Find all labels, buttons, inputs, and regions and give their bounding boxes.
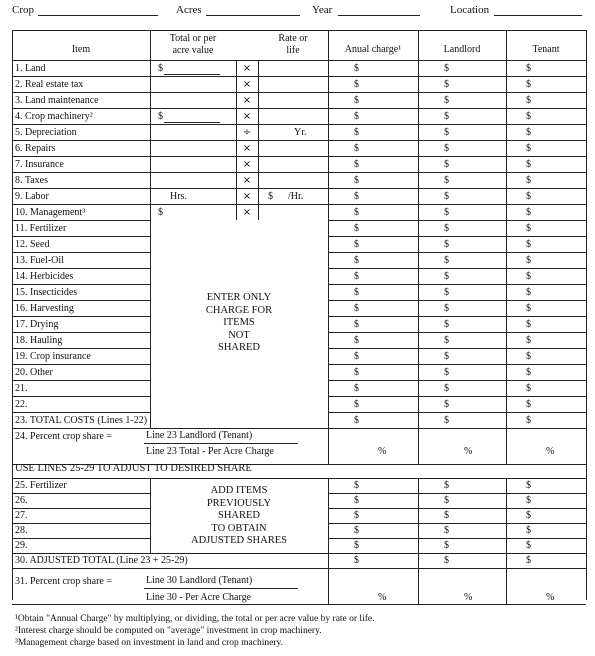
grid-line bbox=[12, 124, 586, 125]
landlord-dollar: $ bbox=[444, 367, 449, 378]
grid-line bbox=[328, 478, 329, 604]
grid-line bbox=[12, 284, 150, 285]
grid-line bbox=[12, 172, 586, 173]
annual-dollar: $ bbox=[354, 335, 359, 346]
landlord-dollar: $ bbox=[444, 159, 449, 170]
annual-dollar: $ bbox=[354, 255, 359, 266]
location-label: Location bbox=[450, 4, 490, 16]
annual-dollar: $ bbox=[354, 111, 359, 122]
row-label: 19. Crop insurance bbox=[15, 351, 91, 362]
row-label: 17. Drying bbox=[15, 319, 59, 330]
row-label: 13. Fuel-Oil bbox=[15, 255, 64, 266]
annual-dollar: $ bbox=[354, 287, 359, 298]
grid-line bbox=[12, 300, 150, 301]
multiply-icon: × bbox=[242, 79, 252, 90]
annual-dollar: $ bbox=[354, 495, 359, 506]
adjust-row-label: 26. bbox=[15, 495, 28, 506]
landlord-dollar: $ bbox=[444, 415, 449, 426]
landlord-percent: % bbox=[464, 446, 473, 457]
multiply-icon: × bbox=[242, 63, 252, 74]
adjust-row-label: 28. bbox=[15, 525, 28, 536]
location-field[interactable] bbox=[494, 15, 582, 16]
enter-only-line: CHARGE FOR bbox=[205, 304, 273, 316]
grid-line bbox=[328, 236, 586, 237]
tenant-dollar: $ bbox=[526, 255, 531, 266]
multiply-icon: × bbox=[242, 111, 252, 122]
landlord-dollar: $ bbox=[444, 303, 449, 314]
annual-dollar: $ bbox=[354, 540, 359, 551]
annual-dollar: $ bbox=[354, 191, 359, 202]
divide-icon: ÷ bbox=[242, 127, 252, 138]
tenant-dollar: $ bbox=[526, 495, 531, 506]
line24-denominator: Line 23 Total - Per Acre Charge bbox=[146, 446, 274, 457]
grid-line bbox=[328, 493, 586, 494]
landlord-dollar: $ bbox=[444, 127, 449, 138]
annual-dollar: $ bbox=[354, 63, 359, 74]
annual-percent: % bbox=[378, 446, 387, 457]
grid-line bbox=[12, 523, 150, 524]
crop-label: Crop bbox=[12, 4, 34, 16]
grid-line bbox=[12, 396, 150, 397]
landlord-dollar: $ bbox=[444, 111, 449, 122]
landlord-percent: % bbox=[464, 592, 473, 603]
annual-dollar: $ bbox=[354, 351, 359, 362]
tenant-dollar: $ bbox=[526, 319, 531, 330]
add-items-line: TO OBTAIN bbox=[211, 522, 267, 534]
row-label: 12. Seed bbox=[15, 239, 50, 250]
annual-dollar: $ bbox=[354, 383, 359, 394]
footnote-2: ²Interest charge should be computed on "average" investment in crop machinery. bbox=[15, 626, 322, 636]
landlord-dollar: $ bbox=[444, 79, 449, 90]
row-label: 16. Harvesting bbox=[15, 303, 74, 314]
annual-dollar: $ bbox=[354, 319, 359, 330]
adjust-row-label: 29. bbox=[15, 540, 28, 551]
grid-line bbox=[12, 252, 150, 253]
landlord-dollar: $ bbox=[444, 271, 449, 282]
grid-line bbox=[328, 300, 586, 301]
adjust-heading: USE LINES 25-29 TO ADJUST TO DESIRED SHARE bbox=[15, 463, 252, 474]
value-blank[interactable] bbox=[164, 74, 220, 75]
grid-line bbox=[12, 30, 13, 600]
grid-line bbox=[12, 493, 150, 494]
enter-only-line: ENTER ONLY bbox=[206, 292, 272, 303]
fraction-bar bbox=[144, 443, 298, 444]
grid-line bbox=[12, 364, 150, 365]
grid-line bbox=[328, 348, 586, 349]
grid-line bbox=[236, 60, 237, 220]
annual-percent: % bbox=[378, 592, 387, 603]
grid-line bbox=[12, 268, 150, 269]
grid-line bbox=[12, 30, 586, 31]
add-items-line: ADJUSTED SHARES bbox=[191, 535, 287, 546]
row-label: 8. Taxes bbox=[15, 175, 48, 186]
row-label: 1. Land bbox=[15, 63, 46, 74]
multiply-icon: × bbox=[242, 175, 252, 186]
multiply-icon: × bbox=[242, 207, 252, 218]
annual-dollar: $ bbox=[354, 223, 359, 234]
grid-line bbox=[12, 332, 150, 333]
annual-dollar: $ bbox=[354, 207, 359, 218]
tenant-dollar: $ bbox=[526, 271, 531, 282]
row-label: 18. Hauling bbox=[15, 335, 63, 346]
tenant-dollar: $ bbox=[526, 383, 531, 394]
tenant-dollar: $ bbox=[526, 287, 531, 298]
grid-line bbox=[328, 380, 586, 381]
enter-only-line: SHARED bbox=[217, 342, 260, 353]
grid-line bbox=[328, 508, 586, 509]
grid-line bbox=[328, 396, 586, 397]
col-total-2: acre value bbox=[172, 45, 214, 56]
grid-line bbox=[12, 538, 150, 539]
grid-line bbox=[12, 204, 586, 205]
annual-dollar: $ bbox=[354, 510, 359, 521]
adjust-row-label: 30. ADJUSTED TOTAL (Line 23 + 25-29) bbox=[15, 555, 188, 566]
add-items-line: SHARED bbox=[217, 510, 260, 521]
annual-dollar: $ bbox=[354, 143, 359, 154]
row-label: 15. Insecticides bbox=[15, 287, 78, 298]
multiply-icon: × bbox=[242, 159, 252, 170]
col-landlord: Landlord bbox=[443, 44, 481, 55]
landlord-dollar: $ bbox=[444, 319, 449, 330]
add-items-line: ADD ITEMS bbox=[210, 485, 268, 496]
annual-dollar: $ bbox=[354, 399, 359, 410]
tenant-dollar: $ bbox=[526, 95, 531, 106]
fraction-bar bbox=[144, 588, 298, 589]
tenant-dollar: $ bbox=[526, 111, 531, 122]
grid-line bbox=[12, 140, 586, 141]
landlord-dollar: $ bbox=[444, 223, 449, 234]
grid-line bbox=[328, 523, 586, 524]
row-label: 3. Land maintenance bbox=[15, 95, 99, 106]
value-cell: $ bbox=[158, 207, 163, 218]
grid-line bbox=[328, 220, 586, 221]
line31-numerator: Line 30 Landlord (Tenant) bbox=[146, 575, 253, 586]
row-label: 4. Crop machinery² bbox=[15, 111, 93, 122]
tenant-dollar: $ bbox=[526, 63, 531, 74]
value-cell: $ bbox=[158, 63, 163, 74]
grid-line bbox=[12, 553, 586, 554]
row-label: 21. bbox=[15, 383, 28, 394]
line31-label: 31. Percent crop share = bbox=[15, 576, 112, 587]
line31-denominator: Line 30 - Per Acre Charge bbox=[146, 592, 252, 603]
tenant-dollar: $ bbox=[526, 335, 531, 346]
grid-line bbox=[12, 92, 586, 93]
grid-line bbox=[12, 316, 150, 317]
grid-line bbox=[258, 60, 259, 220]
grid-line bbox=[12, 604, 586, 605]
grid-line bbox=[12, 220, 150, 221]
grid-line bbox=[12, 156, 586, 157]
grid-line bbox=[150, 30, 151, 220]
row-label: 20. Other bbox=[15, 367, 53, 378]
grid-line bbox=[12, 428, 586, 429]
adjust-row-label: 27. bbox=[15, 510, 28, 521]
landlord-dollar: $ bbox=[444, 383, 449, 394]
landlord-dollar: $ bbox=[444, 335, 449, 346]
grid-line bbox=[328, 332, 586, 333]
tenant-dollar: $ bbox=[526, 367, 531, 378]
landlord-dollar: $ bbox=[444, 480, 449, 491]
grid-line bbox=[586, 30, 587, 600]
adjust-row-label: 25. Fertilizer bbox=[15, 480, 67, 491]
annual-dollar: $ bbox=[354, 239, 359, 250]
grid-line bbox=[418, 478, 419, 604]
multiply-icon: × bbox=[242, 143, 252, 154]
crop-field[interactable] bbox=[38, 15, 158, 16]
tenant-dollar: $ bbox=[526, 239, 531, 250]
landlord-dollar: $ bbox=[444, 555, 449, 566]
tenant-percent: % bbox=[546, 446, 555, 457]
value-cell: Hrs. bbox=[170, 191, 187, 202]
enter-only-line: NOT bbox=[228, 329, 250, 341]
landlord-dollar: $ bbox=[444, 143, 449, 154]
grid-line bbox=[328, 538, 586, 539]
row-label: 2. Real estate tax bbox=[15, 79, 84, 90]
landlord-dollar: $ bbox=[444, 399, 449, 410]
landlord-dollar: $ bbox=[444, 207, 449, 218]
landlord-dollar: $ bbox=[444, 175, 449, 186]
landlord-dollar: $ bbox=[444, 255, 449, 266]
landlord-dollar: $ bbox=[444, 495, 449, 506]
year-field[interactable] bbox=[338, 15, 420, 16]
multiply-icon: × bbox=[242, 95, 252, 106]
grid-line bbox=[12, 108, 586, 109]
annual-dollar: $ bbox=[354, 79, 359, 90]
tenant-percent: % bbox=[546, 592, 555, 603]
row-label: 23. TOTAL COSTS (Lines 1-22) bbox=[15, 415, 148, 426]
tenant-dollar: $ bbox=[526, 223, 531, 234]
grid-line bbox=[12, 412, 150, 413]
landlord-dollar: $ bbox=[444, 95, 449, 106]
annual-dollar: $ bbox=[354, 415, 359, 426]
landlord-dollar: $ bbox=[444, 525, 449, 536]
tenant-dollar: $ bbox=[526, 415, 531, 426]
annual-dollar: $ bbox=[354, 271, 359, 282]
tenant-dollar: $ bbox=[526, 175, 531, 186]
tenant-dollar: $ bbox=[526, 480, 531, 491]
grid-line bbox=[506, 478, 507, 604]
line24-numerator: Line 23 Landlord (Tenant) bbox=[146, 430, 253, 441]
col-rate-2: life bbox=[286, 45, 300, 56]
row-label: 5. Depreciation bbox=[15, 127, 77, 138]
tenant-dollar: $ bbox=[526, 207, 531, 218]
tenant-dollar: $ bbox=[526, 525, 531, 536]
add-items-note bbox=[150, 485, 328, 548]
tenant-dollar: $ bbox=[526, 191, 531, 202]
acres-label: Acres bbox=[176, 4, 202, 16]
grid-line bbox=[418, 30, 419, 464]
row-label: 10. Management³ bbox=[15, 207, 86, 218]
grid-line bbox=[12, 508, 150, 509]
row-label: 11. Fertilizer bbox=[15, 223, 67, 234]
row-label: 6. Repairs bbox=[15, 143, 56, 154]
grid-line bbox=[328, 364, 586, 365]
tenant-dollar: $ bbox=[526, 399, 531, 410]
grid-line bbox=[328, 412, 586, 413]
tenant-dollar: $ bbox=[526, 555, 531, 566]
acres-field[interactable] bbox=[206, 15, 300, 16]
value-cell: $ bbox=[158, 111, 163, 122]
landlord-dollar: $ bbox=[444, 540, 449, 551]
annual-dollar: $ bbox=[354, 555, 359, 566]
annual-dollar: $ bbox=[354, 525, 359, 536]
rate-cell: Yr. bbox=[294, 127, 307, 138]
tenant-dollar: $ bbox=[526, 159, 531, 170]
annual-dollar: $ bbox=[354, 367, 359, 378]
rate-cell: $ /Hr. bbox=[268, 191, 304, 202]
tenant-dollar: $ bbox=[526, 79, 531, 90]
annual-dollar: $ bbox=[354, 175, 359, 186]
multiply-icon: × bbox=[242, 191, 252, 202]
annual-dollar: $ bbox=[354, 480, 359, 491]
tenant-dollar: $ bbox=[526, 303, 531, 314]
grid-line bbox=[12, 568, 586, 569]
grid-line bbox=[328, 268, 586, 269]
footnote-1: ¹Obtain "Annual Charge" by multiplying, or dividing, the total or per acre value by rate or life. bbox=[15, 614, 375, 624]
tenant-dollar: $ bbox=[526, 351, 531, 362]
grid-line bbox=[12, 60, 586, 61]
grid-line bbox=[12, 236, 150, 237]
annual-dollar: $ bbox=[354, 127, 359, 138]
col-total-1: Total or per bbox=[169, 33, 217, 44]
annual-dollar: $ bbox=[354, 95, 359, 106]
grid-line bbox=[328, 30, 329, 464]
col-annual: Anual charge¹ bbox=[344, 44, 402, 55]
grid-line bbox=[12, 76, 586, 77]
landlord-dollar: $ bbox=[444, 191, 449, 202]
tenant-dollar: $ bbox=[526, 127, 531, 138]
grid-line bbox=[12, 478, 586, 479]
annual-dollar: $ bbox=[354, 303, 359, 314]
row-label: 22. bbox=[15, 399, 28, 410]
landlord-dollar: $ bbox=[444, 239, 449, 250]
col-tenant: Tenant bbox=[532, 44, 560, 55]
footnote-3: ³Management charge based on investment in land and crop machinery. bbox=[15, 638, 283, 648]
grid-line bbox=[12, 380, 150, 381]
value-blank[interactable] bbox=[164, 122, 220, 123]
tenant-dollar: $ bbox=[526, 510, 531, 521]
landlord-dollar: $ bbox=[444, 63, 449, 74]
line24-label: 24. Percent crop share = bbox=[15, 431, 112, 442]
col-item: Item bbox=[71, 44, 91, 55]
grid-line bbox=[328, 252, 586, 253]
enter-only-note bbox=[150, 292, 328, 355]
enter-only-line: ITEMS bbox=[223, 317, 255, 328]
landlord-dollar: $ bbox=[444, 287, 449, 298]
year-label: Year bbox=[312, 4, 333, 16]
tenant-dollar: $ bbox=[526, 540, 531, 551]
grid-line bbox=[12, 188, 586, 189]
grid-line bbox=[328, 284, 586, 285]
tenant-dollar: $ bbox=[526, 143, 531, 154]
grid-line bbox=[506, 30, 507, 464]
row-label: 7. Insurance bbox=[15, 159, 64, 170]
annual-dollar: $ bbox=[354, 159, 359, 170]
landlord-dollar: $ bbox=[444, 510, 449, 521]
col-rate-1: Rate or bbox=[278, 33, 308, 44]
landlord-dollar: $ bbox=[444, 351, 449, 362]
add-items-line: PREVIOUSLY bbox=[206, 497, 272, 509]
row-label: 14. Herbicides bbox=[15, 271, 74, 282]
row-label: 9. Labor bbox=[15, 191, 49, 202]
grid-line bbox=[12, 348, 150, 349]
grid-line bbox=[328, 316, 586, 317]
